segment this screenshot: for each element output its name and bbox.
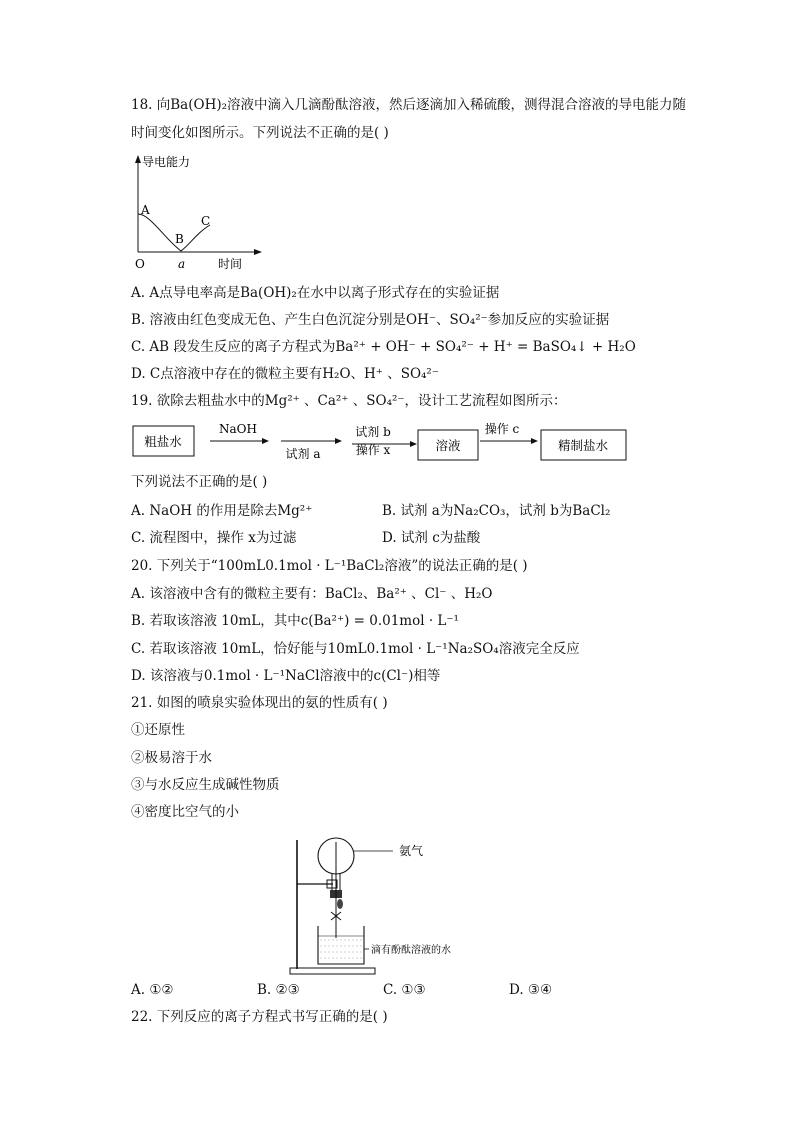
q18-graph-tick-a: a bbox=[178, 257, 186, 271]
q18-conductivity-graph bbox=[128, 152, 268, 272]
q21-item-3: ③与水反应生成碱性物质 bbox=[131, 777, 280, 793]
q19-option-b: B. 试剂 a为Na₂CO₃，试剂 b为BaCl₂ bbox=[382, 503, 611, 519]
q21-option-a: A. ①② bbox=[131, 982, 174, 998]
q19-box-refined-brine: 精制盐水 bbox=[557, 438, 609, 453]
q21-label-water: 滴有酚酞溶液的水 bbox=[371, 945, 451, 956]
q18-graph-point-b: B bbox=[175, 232, 184, 246]
q20-option-d: D. 该溶液与0.1mol · L⁻¹NaCl溶液中的c(Cl⁻)相等 bbox=[131, 668, 441, 684]
q18-option-d: D. C点溶液中存在的微粒主要有H₂O、H⁺ 、SO₄²⁻ bbox=[131, 366, 439, 382]
q18-graph-point-c: C bbox=[201, 214, 211, 228]
q20-option-c: C. 若取该溶液 10mL，恰好能与10mL0.1mol · L⁻¹Na₂SO₄溶液完全反应 bbox=[131, 641, 580, 657]
q22-stem: 22. 下列反应的离子方程式书写正确的是( ) bbox=[131, 1009, 388, 1025]
q21-option-b: B. ②③ bbox=[257, 982, 300, 998]
q18-option-a: A. A点导电率高是Ba(OH)₂在水中以离子形式存在的实验证据 bbox=[131, 285, 500, 301]
q19-stem: 19. 欲除去粗盐水中的Mg²⁺ 、Ca²⁺ 、SO₄²⁻，设计工艺流程如图所示： bbox=[131, 393, 567, 409]
q19-flow-diagram bbox=[128, 418, 638, 468]
q21-item-2: ②极易溶于水 bbox=[131, 750, 212, 766]
q18-stem-line2: 时间变化如图所示。下列说法不正确的是( ) bbox=[131, 125, 389, 141]
q19-arrow4-label: 操作 c bbox=[484, 422, 520, 436]
q18-graph-origin: O bbox=[135, 257, 145, 271]
q18-graph-ylabel: 导电能力 bbox=[142, 155, 191, 169]
q19-prompt: 下列说法不正确的是( ) bbox=[131, 474, 268, 490]
q21-option-c: C. ①③ bbox=[383, 982, 426, 998]
q19-arrow2-label: 试剂 a bbox=[285, 447, 321, 461]
q19-arrow1-label: NaOH bbox=[219, 422, 257, 436]
q19-arrow3-top-label: 试剂 b bbox=[355, 425, 391, 439]
q21-fountain-apparatus bbox=[285, 832, 515, 980]
q21-item-4: ④密度比空气的小 bbox=[131, 804, 239, 820]
q20-option-b: B. 若取该溶液 10mL，其中c(Ba²⁺) = 0.01mol · L⁻¹ bbox=[131, 613, 459, 629]
q19-box-crude-brine: 粗盐水 bbox=[144, 434, 182, 449]
q20-option-a: A. 该溶液中含有的微粒主要有：BaCl₂、Ba²⁺ 、Cl⁻ 、H₂O bbox=[131, 586, 493, 602]
q21-stem: 21. 如图的喷泉实验体现出的氨的性质有( ) bbox=[131, 695, 388, 711]
q19-option-a: A. NaOH 的作用是除去Mg²⁺ bbox=[131, 503, 313, 519]
q19-box-solution: 溶液 bbox=[435, 438, 461, 453]
q21-label-ammonia: 氨气 bbox=[399, 844, 424, 858]
q18-stem-line1: 18. 向Ba(OH)₂溶液中滴入几滴酚酞溶液，然后逐滴加入稀硫酸，测得混合溶液的导电能力随 bbox=[131, 97, 687, 113]
q19-option-d: D. 试剂 c为盐酸 bbox=[382, 530, 481, 546]
q18-graph-point-a: A bbox=[141, 203, 150, 217]
q18-graph-xlabel: 时间 bbox=[218, 257, 243, 271]
q18-option-c: C. AB 段发生反应的离子方程式为Ba²⁺ + OH⁻ + SO₄²⁻ + H⁺ = BaSO₄↓ + H₂O bbox=[131, 339, 636, 355]
q21-option-d: D. ③④ bbox=[509, 982, 553, 998]
q20-stem: 20. 下列关于“100mL0.1mol · L⁻¹BaCl₂溶液”的说法正确的是( ) bbox=[131, 558, 528, 574]
q19-option-c: C. 流程图中，操作 x为过滤 bbox=[131, 530, 297, 546]
q21-item-1: ①还原性 bbox=[131, 722, 185, 738]
q19-arrow3-bottom-label: 操作 x bbox=[355, 443, 391, 457]
q18-option-b: B. 溶液由红色变成无色、产生白色沉淀分别是OH⁻、SO₄²⁻参加反应的实验证据 bbox=[131, 312, 610, 328]
